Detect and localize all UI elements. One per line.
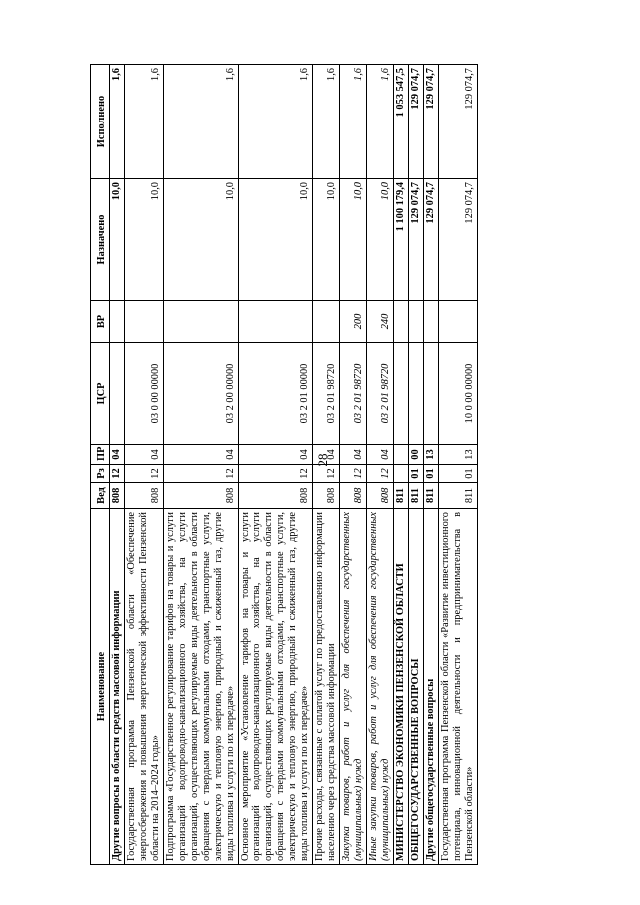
cell-pr: 04 <box>110 445 125 465</box>
cell-vr <box>163 301 238 343</box>
cell-naz: 1 100 179,4 <box>393 179 408 301</box>
header-name: Наименование <box>91 509 110 865</box>
cell-name: Государственная программа Пензенской области «Развитие инвестиционного потенциала, инновационной деятельности и предпринимательства в Пензенской области» <box>438 509 477 865</box>
cell-rz: 12 <box>367 465 394 483</box>
budget-table <box>90 64 478 865</box>
header-vr: ВР <box>91 301 110 343</box>
cell-csr: 03 2 01 00000 <box>238 343 313 445</box>
cell-isp: 1,6 <box>238 65 313 179</box>
cell-isp: 1,6 <box>367 65 394 179</box>
cell-isp: 1 053 547,5 <box>393 65 408 179</box>
cell-ved: 808 <box>163 483 238 509</box>
header-pr: ПР <box>91 445 110 465</box>
cell-naz: 129 074,7 <box>408 179 423 301</box>
header-row <box>91 65 110 865</box>
cell-pr: 04 <box>163 445 238 465</box>
cell-isp: 1,6 <box>124 65 163 179</box>
cell-isp: 129 074,7 <box>438 65 477 179</box>
cell-rz: 12 <box>313 465 340 483</box>
cell-naz: 10,0 <box>110 179 125 301</box>
cell-name: Другие общегосударственные вопросы <box>423 509 438 865</box>
table-row <box>238 65 313 865</box>
cell-isp: 1,6 <box>163 65 238 179</box>
cell-csr: 03 2 01 98720 <box>367 343 394 445</box>
cell-csr <box>393 343 408 445</box>
cell-vr <box>110 301 125 343</box>
cell-pr <box>393 445 408 465</box>
cell-ved: 811 <box>423 483 438 509</box>
cell-pr: 04 <box>124 445 163 465</box>
table-row <box>110 65 125 865</box>
table-row <box>124 65 163 865</box>
cell-csr: 03 0 00 00000 <box>124 343 163 445</box>
cell-ved: 808 <box>313 483 340 509</box>
cell-isp: 1,6 <box>110 65 125 179</box>
cell-naz: 10,0 <box>340 179 367 301</box>
cell-rz: 01 <box>423 465 438 483</box>
cell-name: Прочие расходы, связанные с оплатой услуг по предоставлению информации населению через средства массовой информации <box>313 509 340 865</box>
cell-vr <box>438 301 477 343</box>
cell-pr: 04 <box>313 445 340 465</box>
cell-rz <box>393 465 408 483</box>
cell-name: Иные закупки товаров, работ и услуг для обеспечения государственных (муниципальных) нужд <box>367 509 394 865</box>
cell-ved: 811 <box>408 483 423 509</box>
cell-csr <box>423 343 438 445</box>
cell-pr: 13 <box>438 445 477 465</box>
cell-vr: 240 <box>367 301 394 343</box>
cell-name: ОБЩЕГОСУДАРСТВЕННЫЕ ВОПРОСЫ <box>408 509 423 865</box>
cell-name: Основное мероприятие «Установление тарифов на товары и услуги организаций водопроводно-канализационного хозяйства, на услуги организаций, осуществляющих регулируемые виды деятельности в области обращения с твердыми коммунальными отходами, транспортные услуги, электрическую и тепловую энергию, природный и сжиженный газ, другие виды топлива и услуги по их передаче» <box>238 509 313 865</box>
cell-rz: 12 <box>163 465 238 483</box>
rotated-table-wrapper <box>90 65 530 865</box>
page-number: 28 <box>315 453 330 467</box>
cell-name: Подпрограмма «Государственное регулирование тарифов на товары и услуги организаций водопроводно-канализационного хозяйства, на услуги организаций, осуществляющих регулируемые виды деятельности в области обращения с твердыми коммунальными отходами, транспортные услуги, электрическую и тепловую энергию, природный и сжиженный газ, другие виды топлива и услуги по их передаче» <box>163 509 238 865</box>
table-row <box>313 65 340 865</box>
cell-vr <box>393 301 408 343</box>
cell-pr: 13 <box>423 445 438 465</box>
cell-vr <box>408 301 423 343</box>
cell-isp: 129 074,7 <box>408 65 423 179</box>
cell-ved: 808 <box>367 483 394 509</box>
table-row <box>340 65 367 865</box>
cell-rz: 12 <box>124 465 163 483</box>
table-row <box>438 65 477 865</box>
cell-name: Другие вопросы в области средств массовой информации <box>110 509 125 865</box>
cell-pr: 04 <box>340 445 367 465</box>
cell-naz: 10,0 <box>124 179 163 301</box>
cell-csr: 03 2 01 98720 <box>340 343 367 445</box>
table-row <box>163 65 238 865</box>
cell-name: Государственная программа Пензенской области «Обеспечение энергосбережения и повышения энергетической эффективности Пензенской области на 2014–2024 годы» <box>124 509 163 865</box>
cell-csr <box>408 343 423 445</box>
cell-isp: 129 074,7 <box>423 65 438 179</box>
header-rz: Рз <box>91 465 110 483</box>
cell-rz: 12 <box>238 465 313 483</box>
cell-csr <box>110 343 125 445</box>
header-csr: ЦСР <box>91 343 110 445</box>
header-ved: Вед <box>91 483 110 509</box>
table-row <box>408 65 423 865</box>
cell-rz: 01 <box>438 465 477 483</box>
cell-csr: 03 2 00 00000 <box>163 343 238 445</box>
cell-pr: 04 <box>238 445 313 465</box>
table-row <box>367 65 394 865</box>
cell-naz: 10,0 <box>367 179 394 301</box>
header-isp: Исполнено <box>91 65 110 179</box>
cell-naz: 129 074,7 <box>423 179 438 301</box>
cell-ved: 808 <box>124 483 163 509</box>
header-naz: Назначено <box>91 179 110 301</box>
table-row <box>393 65 408 865</box>
cell-name: Закупка товаров, работ и услуг для обеспечения государственных (муниципальных) нужд <box>340 509 367 865</box>
cell-pr: 04 <box>367 445 394 465</box>
cell-csr: 10 0 00 00000 <box>438 343 477 445</box>
cell-isp: 1,6 <box>340 65 367 179</box>
cell-ved: 808 <box>340 483 367 509</box>
cell-ved: 808 <box>110 483 125 509</box>
cell-rz: 12 <box>340 465 367 483</box>
cell-vr <box>313 301 340 343</box>
cell-pr: 00 <box>408 445 423 465</box>
cell-naz: 10,0 <box>238 179 313 301</box>
cell-naz: 10,0 <box>313 179 340 301</box>
cell-rz: 01 <box>408 465 423 483</box>
cell-vr: 200 <box>340 301 367 343</box>
cell-vr <box>423 301 438 343</box>
cell-csr: 03 2 01 98720 <box>313 343 340 445</box>
table-row <box>423 65 438 865</box>
cell-isp: 1,6 <box>313 65 340 179</box>
cell-name: МИНИСТЕРСТВО ЭКОНОМИКИ ПЕНЗЕНСКОЙ ОБЛАСТИ <box>393 509 408 865</box>
cell-naz: 129 074,7 <box>438 179 477 301</box>
cell-vr <box>238 301 313 343</box>
cell-vr <box>124 301 163 343</box>
cell-naz: 10,0 <box>163 179 238 301</box>
cell-ved: 811 <box>438 483 477 509</box>
cell-ved: 808 <box>238 483 313 509</box>
cell-ved: 811 <box>393 483 408 509</box>
cell-rz: 12 <box>110 465 125 483</box>
